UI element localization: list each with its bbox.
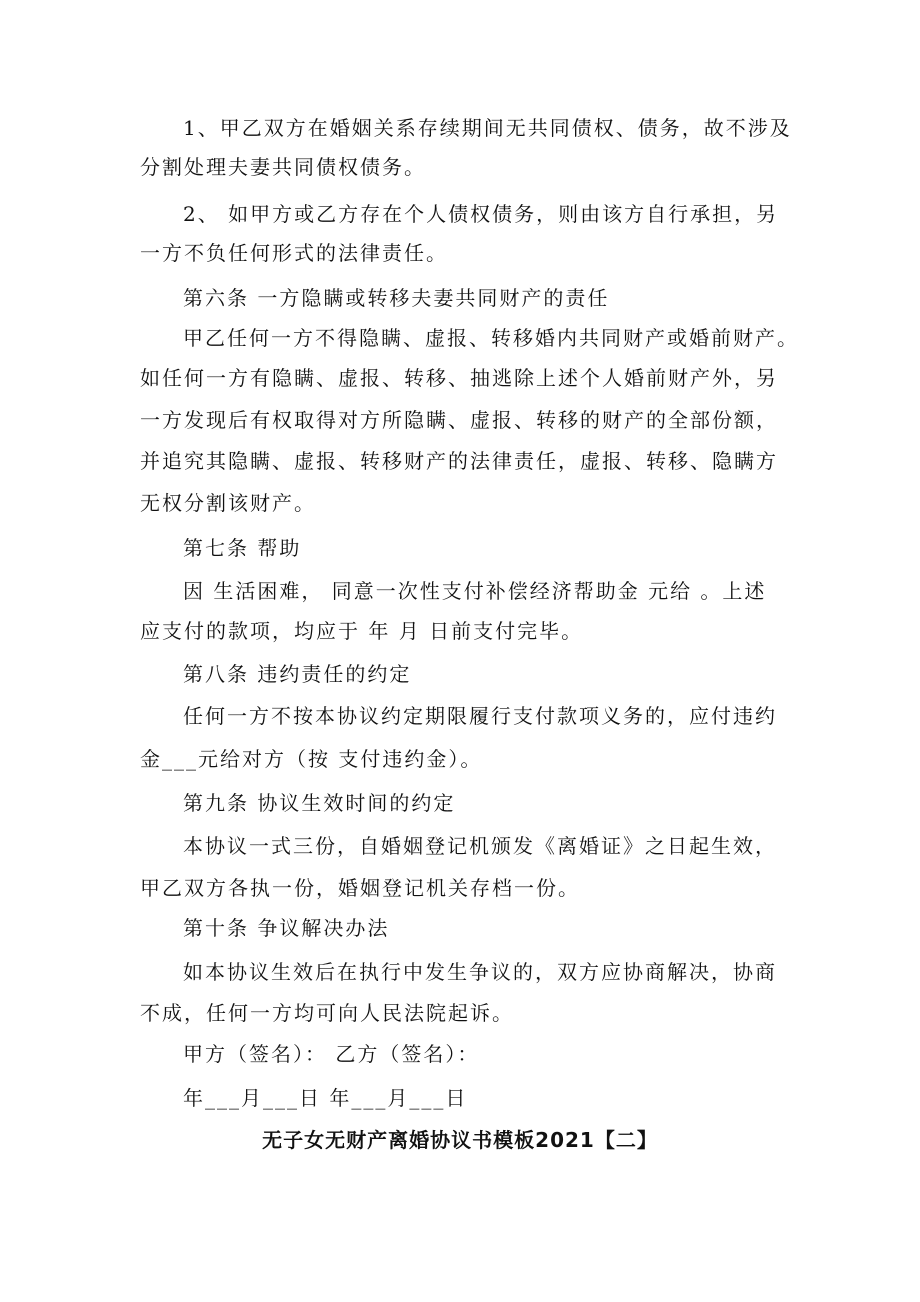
article-8-line-1: 任何一方不按本协议约定期限履行支付款项义务的，应付违约 [183,704,777,728]
article-9-heading: 第九条 协议生效时间的约定 [183,791,456,815]
date-line: 年___月___日 年___月___日 [183,1086,468,1110]
article-6-heading: 第六条 一方隐瞒或转移夫妻共同财产的责任 [183,286,610,310]
article-6-line-4: 并追究其隐瞒、虚报、转移财产的法律责任，虚报、转移、隐瞒方 [140,449,778,473]
article-6-line-3: 一方发现后有权取得对方所隐瞒、虚报、转移的财产的全部份额， [140,408,778,432]
article-9-line-1: 本协议一式三份，自婚姻登记机颁发《离婚证》之日起生效， [183,834,777,858]
signature-line: 甲方（签名）： 乙方（签名）： [183,1042,480,1066]
article-7-line-1: 因 生活困难， 同意一次性支付补偿经济帮助金 元给 。上述 [183,579,767,603]
article-6-line-5: 无权分割该财产。 [140,491,316,515]
article-6-line-1: 甲乙任何一方不得隐瞒、虚报、转移婚内共同财产或婚前财产。 [183,326,799,350]
paragraph-1-line-1: 1、甲乙双方在婚姻关系存续期间无共同债权、债务，故不涉及 [183,116,792,140]
paragraph-2-line-1: 2、 如甲方或乙方存在个人债权债务，则由该方自行承担，另 [183,202,779,226]
article-8-line-2: 金___元给对方（按 支付违约金）。 [140,747,483,771]
article-10-heading: 第十条 争议解决办法 [183,916,390,940]
paragraph-2-line-2: 一方不负任何形式的法律责任。 [140,241,448,265]
article-9-line-2: 甲乙双方各执一份，婚姻登记机关存档一份。 [140,876,580,900]
article-8-heading: 第八条 违约责任的约定 [183,662,412,686]
article-6-line-2: 如任何一方有隐瞒、虚报、转移、抽逃除上述个人婚前财产外，另 [140,366,778,390]
article-10-line-1: 如本协议生效后在执行中发生争议的，双方应协商解决，协商 [183,960,777,984]
section-title: 无子女无财产离婚协议书模板2021【二】 [262,1128,658,1152]
article-7-heading: 第七条 帮助 [183,536,302,560]
article-10-line-2: 不成，任何一方均可向人民法院起诉。 [140,1001,514,1025]
paragraph-1-line-2: 分割处理夫妻共同债权债务。 [140,155,426,179]
article-7-line-2: 应支付的款项，均应于 年 月 日前支付完毕。 [140,619,584,643]
